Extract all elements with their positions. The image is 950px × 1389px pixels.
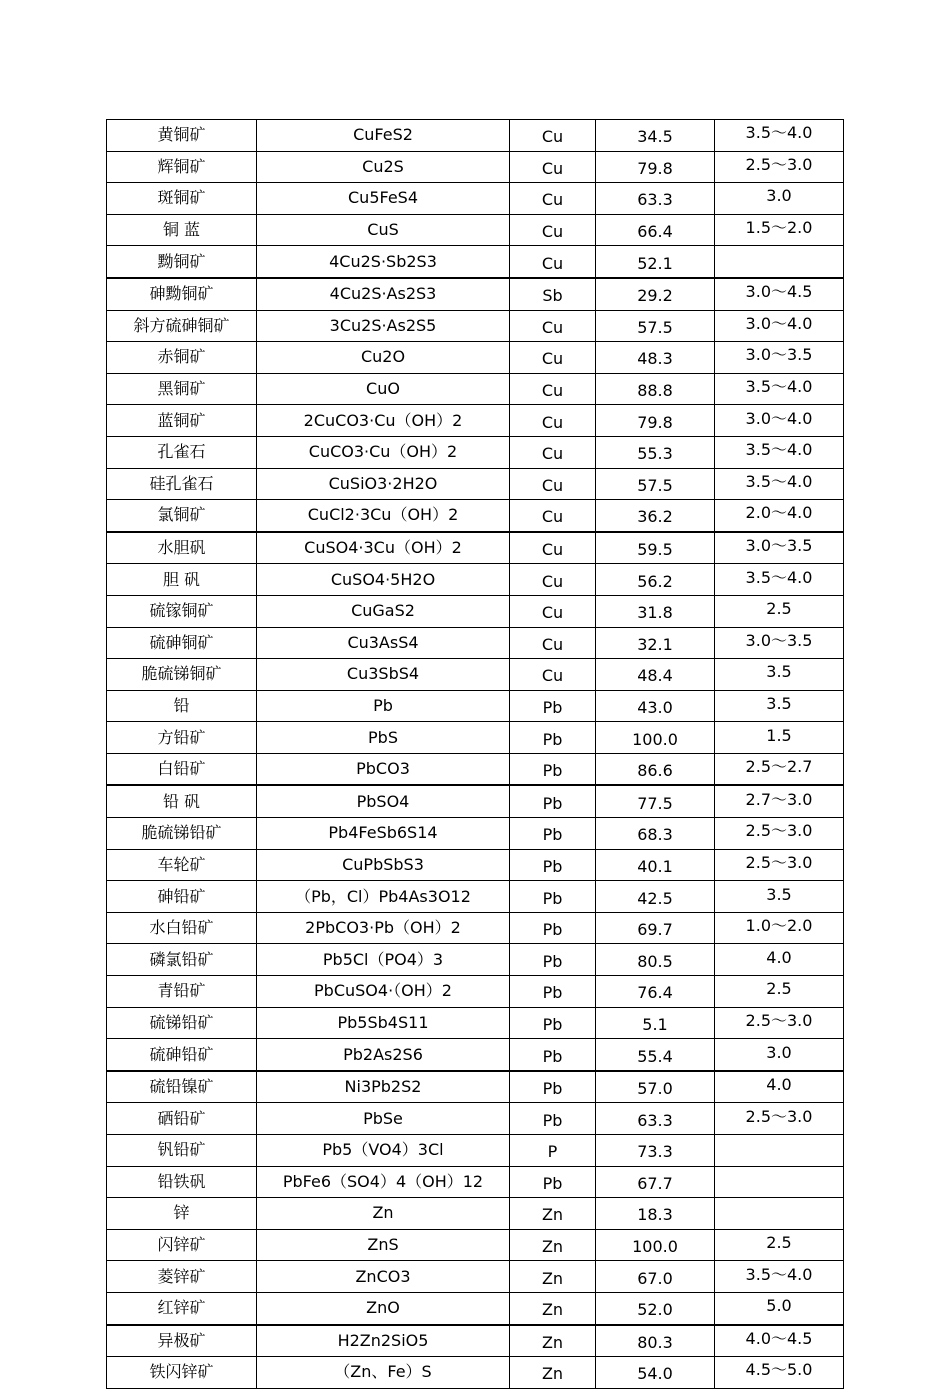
content-cell: 67.0 — [596, 1261, 715, 1293]
hardness-cell: 1.0～2.0 — [715, 912, 844, 944]
formula-cell: 2CuCO3·Cu（OH）2 — [257, 405, 510, 437]
mineral-name-cell: 黄铜矿 — [107, 120, 257, 152]
element-cell: Cu — [510, 246, 596, 278]
formula-cell: ZnO — [257, 1292, 510, 1324]
element-cell: Zn — [510, 1292, 596, 1324]
table-row — [107, 1325, 844, 1357]
hardness-cell: 2.5 — [715, 595, 844, 627]
element-cell: Cu — [510, 342, 596, 374]
element-cell: Pb — [510, 722, 596, 754]
table-row — [107, 1292, 844, 1324]
element-cell: Pb — [510, 849, 596, 881]
hardness-cell: 3.0～3.5 — [715, 627, 844, 659]
mineral-name-cell: 硒铅矿 — [107, 1103, 257, 1135]
mineral-name-cell: 白铅矿 — [107, 753, 257, 785]
table-row — [107, 1135, 844, 1167]
formula-cell: Pb4FeSb6S14 — [257, 818, 510, 850]
table-row — [107, 753, 844, 785]
table-row — [107, 373, 844, 405]
table-row — [107, 818, 844, 850]
content-cell: 67.7 — [596, 1166, 715, 1198]
formula-cell: PbFe6（SO4）4（OH）12 — [257, 1166, 510, 1198]
table-row — [107, 214, 844, 246]
content-cell: 68.3 — [596, 818, 715, 850]
content-cell: 59.5 — [596, 532, 715, 564]
mineral-name-cell: 异极矿 — [107, 1325, 257, 1357]
formula-cell: 3Cu2S·As2S5 — [257, 310, 510, 342]
formula-cell: Pb5Sb4S11 — [257, 1007, 510, 1039]
content-cell: 80.3 — [596, 1325, 715, 1357]
mineral-name-cell: 斑铜矿 — [107, 183, 257, 215]
mineral-name-cell: 方铅矿 — [107, 722, 257, 754]
content-cell: 69.7 — [596, 912, 715, 944]
element-cell: Sb — [510, 278, 596, 310]
element-cell: Zn — [510, 1325, 596, 1357]
formula-cell: CuFeS2 — [257, 120, 510, 152]
hardness-cell: 2.5～3.0 — [715, 1007, 844, 1039]
table-row — [107, 1229, 844, 1261]
table-row — [107, 468, 844, 500]
hardness-cell: 2.5～3.0 — [715, 849, 844, 881]
table-row — [107, 627, 844, 659]
hardness-cell: 2.0～4.0 — [715, 500, 844, 532]
hardness-cell: 4.0 — [715, 944, 844, 976]
hardness-cell: 2.7～3.0 — [715, 785, 844, 817]
formula-cell: CuSO4·3Cu（OH）2 — [257, 532, 510, 564]
hardness-cell: 3.5 — [715, 690, 844, 722]
formula-cell: CuS — [257, 214, 510, 246]
mineral-name-cell: 砷黝铜矿 — [107, 278, 257, 310]
formula-cell: CuCl2·3Cu（OH）2 — [257, 500, 510, 532]
content-cell: 57.5 — [596, 468, 715, 500]
content-cell: 66.4 — [596, 214, 715, 246]
formula-cell: H2Zn2SiO5 — [257, 1325, 510, 1357]
element-cell: Cu — [510, 151, 596, 183]
formula-cell: CuGaS2 — [257, 595, 510, 627]
mineral-name-cell: 磷氯铅矿 — [107, 944, 257, 976]
mineral-name-cell: 车轮矿 — [107, 849, 257, 881]
mineral-name-cell: 脆硫锑铜矿 — [107, 659, 257, 691]
mineral-name-cell: 氯铜矿 — [107, 500, 257, 532]
element-cell: Pb — [510, 976, 596, 1008]
table-row — [107, 659, 844, 691]
table-row — [107, 849, 844, 881]
element-cell: Zn — [510, 1229, 596, 1261]
content-cell: 80.5 — [596, 944, 715, 976]
hardness-cell — [715, 1166, 844, 1198]
hardness-cell: 4.0～4.5 — [715, 1325, 844, 1357]
hardness-cell: 3.0 — [715, 1039, 844, 1071]
content-cell: 42.5 — [596, 881, 715, 913]
table-row — [107, 151, 844, 183]
table-row — [107, 532, 844, 564]
formula-cell: 2PbCO3·Pb（OH）2 — [257, 912, 510, 944]
content-cell: 48.4 — [596, 659, 715, 691]
formula-cell: Pb2As2S6 — [257, 1039, 510, 1071]
element-cell: Pb — [510, 818, 596, 850]
table-row — [107, 595, 844, 627]
content-cell: 43.0 — [596, 690, 715, 722]
element-cell: Cu — [510, 120, 596, 152]
formula-cell: CuO — [257, 373, 510, 405]
hardness-cell: 2.5 — [715, 976, 844, 1008]
mineral-name-cell: 硫铅镍矿 — [107, 1071, 257, 1103]
table-row — [107, 785, 844, 817]
content-cell: 32.1 — [596, 627, 715, 659]
hardness-cell — [715, 1135, 844, 1167]
formula-cell: PbS — [257, 722, 510, 754]
formula-cell: CuPbSbS3 — [257, 849, 510, 881]
content-cell: 18.3 — [596, 1198, 715, 1230]
mineral-name-cell: 水胆矾 — [107, 532, 257, 564]
content-cell: 52.0 — [596, 1292, 715, 1324]
content-cell: 56.2 — [596, 564, 715, 596]
content-cell: 55.4 — [596, 1039, 715, 1071]
table-row — [107, 1198, 844, 1230]
table-row — [107, 1039, 844, 1071]
mineral-name-cell: 铁闪锌矿 — [107, 1357, 257, 1389]
hardness-cell: 3.5 — [715, 659, 844, 691]
hardness-cell: 1.5 — [715, 722, 844, 754]
table-row — [107, 912, 844, 944]
formula-cell: PbCuSO4·（OH）2 — [257, 976, 510, 1008]
element-cell: Cu — [510, 405, 596, 437]
table-row — [107, 120, 844, 152]
table-row — [107, 500, 844, 532]
element-cell: Pb — [510, 1071, 596, 1103]
content-cell: 54.0 — [596, 1357, 715, 1389]
hardness-cell: 2.5～2.7 — [715, 753, 844, 785]
table-row — [107, 1103, 844, 1135]
formula-cell: Cu5FeS4 — [257, 183, 510, 215]
table-row — [107, 1166, 844, 1198]
mineral-name-cell: 胆 矾 — [107, 564, 257, 596]
formula-cell: PbCO3 — [257, 753, 510, 785]
content-cell: 77.5 — [596, 785, 715, 817]
element-cell: Pb — [510, 1166, 596, 1198]
formula-cell: CuSO4·5H2O — [257, 564, 510, 596]
element-cell: Cu — [510, 214, 596, 246]
hardness-cell: 3.5 — [715, 881, 844, 913]
hardness-cell: 3.5～4.0 — [715, 564, 844, 596]
content-cell: 57.5 — [596, 310, 715, 342]
element-cell: Cu — [510, 500, 596, 532]
content-cell: 57.0 — [596, 1071, 715, 1103]
hardness-cell: 3.0～3.5 — [715, 342, 844, 374]
hardness-cell: 3.0～3.5 — [715, 532, 844, 564]
hardness-cell: 1.5～2.0 — [715, 214, 844, 246]
table-row — [107, 1071, 844, 1103]
table-row — [107, 342, 844, 374]
hardness-cell: 3.0～4.5 — [715, 278, 844, 310]
hardness-cell: 3.0～4.0 — [715, 405, 844, 437]
mineral-name-cell: 孔雀石 — [107, 436, 257, 468]
table-row — [107, 976, 844, 1008]
content-cell: 79.8 — [596, 151, 715, 183]
content-cell: 86.6 — [596, 753, 715, 785]
hardness-cell: 2.5～3.0 — [715, 818, 844, 850]
hardness-cell: 3.5～4.0 — [715, 120, 844, 152]
mineral-name-cell: 硫镓铜矿 — [107, 595, 257, 627]
content-cell: 52.1 — [596, 246, 715, 278]
element-cell: Pb — [510, 912, 596, 944]
hardness-cell: 3.0 — [715, 183, 844, 215]
table-row — [107, 944, 844, 976]
hardness-cell: 3.5～4.0 — [715, 436, 844, 468]
mineral-name-cell: 红锌矿 — [107, 1292, 257, 1324]
mineral-name-cell: 辉铜矿 — [107, 151, 257, 183]
content-cell: 29.2 — [596, 278, 715, 310]
table-row — [107, 1261, 844, 1293]
mineral-name-cell: 菱锌矿 — [107, 1261, 257, 1293]
table-row — [107, 1357, 844, 1389]
content-cell: 100.0 — [596, 722, 715, 754]
content-cell: 79.8 — [596, 405, 715, 437]
table-row — [107, 278, 844, 310]
element-cell: Pb — [510, 1007, 596, 1039]
formula-cell: Zn — [257, 1198, 510, 1230]
formula-cell: CuSiO3·2H2O — [257, 468, 510, 500]
table-row — [107, 1007, 844, 1039]
mineral-name-cell: 锌 — [107, 1198, 257, 1230]
element-cell: Cu — [510, 373, 596, 405]
element-cell: P — [510, 1135, 596, 1167]
mineral-name-cell: 闪锌矿 — [107, 1229, 257, 1261]
element-cell: Pb — [510, 690, 596, 722]
formula-cell: Ni3Pb2S2 — [257, 1071, 510, 1103]
element-cell: Cu — [510, 436, 596, 468]
table-row — [107, 183, 844, 215]
mineral-name-cell: 铅 — [107, 690, 257, 722]
mineral-name-cell: 钒铅矿 — [107, 1135, 257, 1167]
formula-cell: ZnCO3 — [257, 1261, 510, 1293]
mineral-name-cell: 硅孔雀石 — [107, 468, 257, 500]
mineral-name-cell: 青铅矿 — [107, 976, 257, 1008]
mineral-name-cell: 脆硫锑铅矿 — [107, 818, 257, 850]
element-cell: Cu — [510, 595, 596, 627]
hardness-cell: 5.0 — [715, 1292, 844, 1324]
content-cell: 55.3 — [596, 436, 715, 468]
mineral-name-cell: 硫锑铅矿 — [107, 1007, 257, 1039]
element-cell: Pb — [510, 1103, 596, 1135]
element-cell: Pb — [510, 881, 596, 913]
hardness-cell — [715, 246, 844, 278]
mineral-name-cell: 赤铜矿 — [107, 342, 257, 374]
table-row — [107, 690, 844, 722]
element-cell: Cu — [510, 564, 596, 596]
mineral-name-cell: 黝铜矿 — [107, 246, 257, 278]
formula-cell: CuCO3·Cu（OH）2 — [257, 436, 510, 468]
hardness-cell: 3.5～4.0 — [715, 468, 844, 500]
formula-cell: Cu2S — [257, 151, 510, 183]
element-cell: Pb — [510, 1039, 596, 1071]
table-row — [107, 722, 844, 754]
element-cell: Zn — [510, 1198, 596, 1230]
element-cell: Cu — [510, 627, 596, 659]
mineral-table — [106, 119, 844, 1389]
formula-cell: Cu2O — [257, 342, 510, 374]
hardness-cell: 3.5～4.0 — [715, 1261, 844, 1293]
formula-cell: 4Cu2S·Sb2S3 — [257, 246, 510, 278]
formula-cell: Cu3SbS4 — [257, 659, 510, 691]
hardness-cell: 4.5～5.0 — [715, 1357, 844, 1389]
hardness-cell — [715, 1198, 844, 1230]
element-cell: Pb — [510, 753, 596, 785]
mineral-name-cell: 硫砷铅矿 — [107, 1039, 257, 1071]
formula-cell: 4Cu2S·As2S3 — [257, 278, 510, 310]
content-cell: 63.3 — [596, 183, 715, 215]
table-row — [107, 881, 844, 913]
mineral-name-cell: 铅铁矾 — [107, 1166, 257, 1198]
mineral-name-cell: 黑铜矿 — [107, 373, 257, 405]
table-row — [107, 246, 844, 278]
formula-cell: Pb5Cl（PO4）3 — [257, 944, 510, 976]
element-cell: Cu — [510, 310, 596, 342]
hardness-cell: 2.5～3.0 — [715, 151, 844, 183]
element-cell: Cu — [510, 659, 596, 691]
table-row — [107, 436, 844, 468]
mineral-name-cell: 硫砷铜矿 — [107, 627, 257, 659]
element-cell: Pb — [510, 785, 596, 817]
content-cell: 63.3 — [596, 1103, 715, 1135]
mineral-name-cell: 蓝铜矿 — [107, 405, 257, 437]
hardness-cell: 2.5～3.0 — [715, 1103, 844, 1135]
element-cell: Zn — [510, 1357, 596, 1389]
content-cell: 76.4 — [596, 976, 715, 1008]
formula-cell: PbSO4 — [257, 785, 510, 817]
table-row — [107, 405, 844, 437]
content-cell: 100.0 — [596, 1229, 715, 1261]
formula-cell: Pb — [257, 690, 510, 722]
content-cell: 36.2 — [596, 500, 715, 532]
mineral-name-cell: 铜 蓝 — [107, 214, 257, 246]
element-cell: Cu — [510, 183, 596, 215]
content-cell: 88.8 — [596, 373, 715, 405]
hardness-cell: 4.0 — [715, 1071, 844, 1103]
mineral-name-cell: 砷铅矿 — [107, 881, 257, 913]
content-cell: 5.1 — [596, 1007, 715, 1039]
formula-cell: Pb5（VO4）3Cl — [257, 1135, 510, 1167]
content-cell: 48.3 — [596, 342, 715, 374]
hardness-cell: 3.0～4.0 — [715, 310, 844, 342]
hardness-cell: 2.5 — [715, 1229, 844, 1261]
element-cell: Cu — [510, 468, 596, 500]
element-cell: Pb — [510, 944, 596, 976]
formula-cell: ZnS — [257, 1229, 510, 1261]
formula-cell: PbSe — [257, 1103, 510, 1135]
table-row — [107, 564, 844, 596]
content-cell: 73.3 — [596, 1135, 715, 1167]
mineral-name-cell: 铅 矾 — [107, 785, 257, 817]
mineral-name-cell: 斜方硫砷铜矿 — [107, 310, 257, 342]
mineral-name-cell: 水白铅矿 — [107, 912, 257, 944]
content-cell: 34.5 — [596, 120, 715, 152]
formula-cell: Cu3AsS4 — [257, 627, 510, 659]
element-cell: Cu — [510, 532, 596, 564]
table-row — [107, 310, 844, 342]
formula-cell: （Zn、Fe）S — [257, 1357, 510, 1389]
content-cell: 40.1 — [596, 849, 715, 881]
content-cell: 31.8 — [596, 595, 715, 627]
element-cell: Zn — [510, 1261, 596, 1293]
hardness-cell: 3.5～4.0 — [715, 373, 844, 405]
formula-cell: （Pb，Cl）Pb4As3O12 — [257, 881, 510, 913]
mineral-table-body — [107, 120, 844, 1389]
